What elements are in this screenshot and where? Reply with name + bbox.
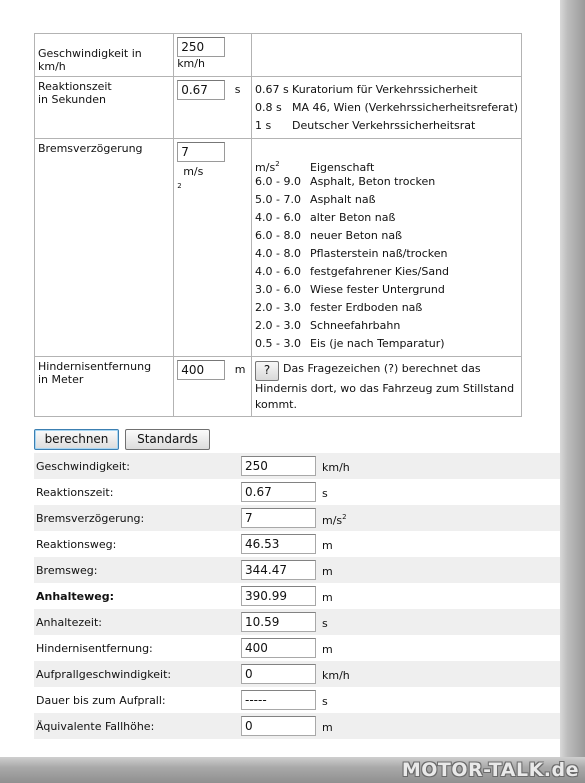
question-button[interactable]: ? <box>255 361 279 381</box>
result-unit: m <box>322 721 333 734</box>
result-unit: s <box>322 617 328 630</box>
decel-ref: 4.0 - 6.0 alter Beton naß <box>255 211 396 224</box>
decel-ref: 2.0 - 3.0 Schneefahrbahn <box>255 319 401 332</box>
result-label: Anhaltezeit: <box>36 616 102 629</box>
decel-ref: 2.0 - 3.0 fester Erdboden naß <box>255 301 423 314</box>
result-row <box>34 687 560 713</box>
decel-reference-cell <box>252 139 522 357</box>
results-list <box>34 453 560 739</box>
result-label: Hindernisentfernung: <box>36 642 153 655</box>
result-row <box>34 609 560 635</box>
decel-ref: 6.0 - 8.0 neuer Beton naß <box>255 229 403 242</box>
result-value-field[interactable]: 46.53 <box>241 534 316 554</box>
speed-label: Geschwindigkeit in km/h <box>38 47 142 73</box>
decel-ref: 0.5 - 3.0 Eis (je nach Temparatur) <box>255 337 445 350</box>
result-value-field[interactable]: 0 <box>241 664 316 684</box>
calculate-button[interactable]: berechnen <box>34 429 119 450</box>
result-row <box>34 635 560 661</box>
result-label: Bremsverzögerung: <box>36 512 145 525</box>
result-value-field[interactable]: 344.47 <box>241 560 316 580</box>
reaction-ref: 0.67 s Kuratorium für Verkehrssicherheit <box>255 83 478 96</box>
result-row <box>34 453 560 479</box>
result-unit: m <box>322 539 333 552</box>
decel-unit-exponent: 2 <box>177 182 182 190</box>
result-value-field[interactable]: 390.99 <box>241 586 316 606</box>
result-row <box>34 713 560 739</box>
speed-row <box>35 34 522 77</box>
decel-row <box>35 139 522 357</box>
result-value-field[interactable]: ----- <box>241 690 316 710</box>
result-value-field[interactable]: 250 <box>241 456 316 476</box>
calculator-panel <box>26 0 560 757</box>
decel-ref: 4.0 - 6.0 festgefahrener Kies/Sand <box>255 265 450 278</box>
obstacle-unit: m <box>234 363 246 376</box>
decel-ref: 5.0 - 7.0 Asphalt naß <box>255 193 376 206</box>
result-value-field[interactable]: 400 <box>241 638 316 658</box>
result-unit: m <box>322 565 333 578</box>
decel-unit: m/s <box>183 165 204 178</box>
decel-ref: 6.0 - 9.0 Asphalt, Beton trocken <box>255 175 436 188</box>
result-unit: m <box>322 643 333 656</box>
result-label: Äquivalente Fallhöhe: <box>36 720 155 733</box>
obstacle-label: Hindernisentfernung in Meter <box>35 357 174 417</box>
reaction-label: Reaktionszeit in Sekunden <box>35 77 174 139</box>
result-value-field[interactable]: 10.59 <box>241 612 316 632</box>
result-row <box>34 531 560 557</box>
speed-info-cell <box>252 34 522 77</box>
result-unit: s <box>322 695 328 708</box>
reaction-ref: 1 s Deutscher Verkehrssicherheitsrat <box>255 119 476 132</box>
decel-ref: 3.0 - 6.0 Wiese fester Untergrund <box>255 283 445 296</box>
obstacle-row <box>35 357 522 417</box>
result-value-field[interactable]: 0 <box>241 716 316 736</box>
result-row <box>34 557 560 583</box>
result-label: Aufprallgeschwindigkeit: <box>36 668 172 681</box>
reaction-ref: 0.8 s MA 46, Wien (Verkehrssicherheitsreferat) <box>255 101 518 114</box>
window-shadow-right <box>560 0 585 783</box>
reaction-input[interactable]: 0.67 <box>177 80 225 100</box>
obstacle-note: Das Fragezeichen (?) berechnet das Hindernis dort, wo das Fahrzeug zum Stillstand kommt. <box>255 362 515 411</box>
result-unit: km/h <box>322 461 350 474</box>
result-row <box>34 583 560 609</box>
result-label: Dauer bis zum Aufprall: <box>36 694 166 707</box>
obstacle-note-cell <box>252 357 522 417</box>
reaction-reference-cell <box>252 77 522 139</box>
result-label: Reaktionszeit: <box>36 486 114 499</box>
defaults-button[interactable]: Standards <box>125 429 210 450</box>
result-unit: $m/s^2$ <box>322 513 347 527</box>
result-unit: m <box>322 591 333 604</box>
decel-label: Bremsverzögerung <box>35 139 174 357</box>
site-watermark: MOTOR-TALK.de <box>401 759 579 781</box>
result-row <box>34 479 560 505</box>
reaction-unit: s <box>234 83 241 96</box>
result-row <box>34 661 560 687</box>
result-row <box>34 505 560 531</box>
decel-ref-header: $m/s^2$ Eigenschaft <box>255 160 375 174</box>
result-value-field[interactable]: 0.67 <box>241 482 316 502</box>
obstacle-input[interactable]: 400 <box>177 360 225 380</box>
result-value-field[interactable]: 7 <box>241 508 316 528</box>
result-label: Bremsweg: <box>36 564 98 577</box>
result-label: Geschwindigkeit: <box>36 460 130 473</box>
speed-input[interactable]: 250 <box>177 37 225 57</box>
result-label: Anhalteweg: <box>36 590 114 603</box>
result-unit: s <box>322 487 328 500</box>
decel-input[interactable]: 7 <box>177 142 225 162</box>
parameter-table <box>34 33 522 417</box>
result-label: Reaktionsweg: <box>36 538 117 551</box>
speed-unit: km/h <box>177 57 205 70</box>
result-unit: km/h <box>322 669 350 682</box>
decel-ref: 4.0 - 8.0 Pflasterstein naß/trocken <box>255 247 448 260</box>
reaction-row <box>35 77 522 139</box>
